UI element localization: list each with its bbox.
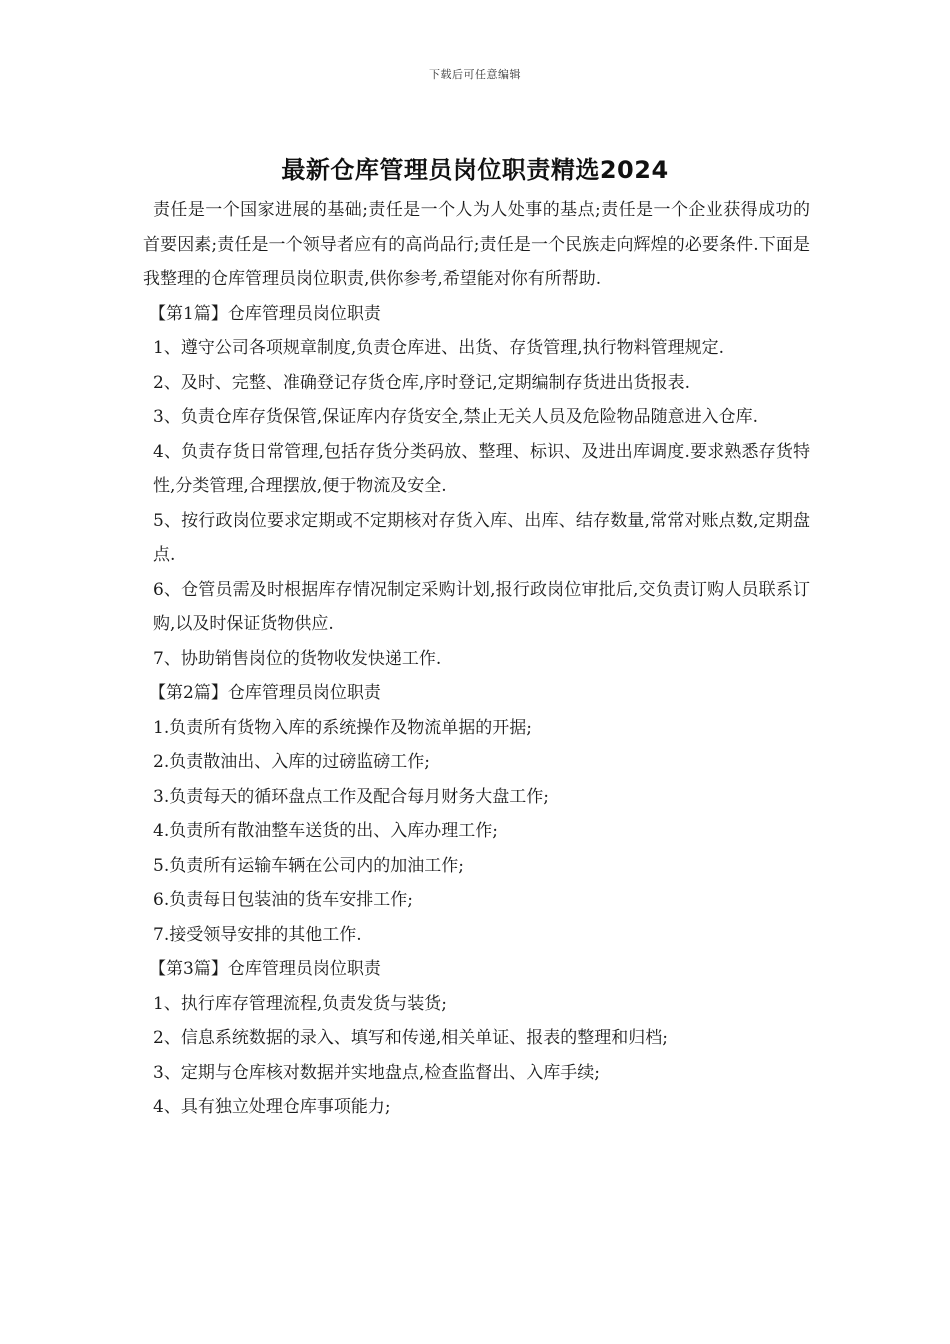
header-note: 下载后可任意编辑 (429, 68, 521, 81)
list-item: 4、具有独立处理仓库事项能力; (153, 1097, 391, 1117)
list-item: 4、负责存货日常管理,包括存货分类码放、整理、标识、及进出库调度.要求熟悉存货特性,分类管理,合理摆放,便于物流及安全. (153, 441, 810, 496)
document-body (143, 193, 810, 1125)
list-item: 6.负责每日包装油的货车安排工作; (153, 890, 413, 910)
list-item: 1.负责所有货物入库的系统操作及物流单据的开据; (153, 717, 532, 738)
list-item: 6、仓管员需及时根据库存情况制定采购计划,报行政岗位审批后,交负责订购人员联系订购,以及时保证货物供应. (153, 579, 810, 634)
section-heading: 【第2篇】仓库管理员岗位职责 (149, 683, 381, 703)
list-item: 7、协助销售岗位的货物收发快递工作. (153, 648, 442, 669)
list-item: 7.接受领导安排的其他工作. (153, 924, 362, 945)
section-heading: 【第3篇】仓库管理员岗位职责 (149, 959, 381, 979)
list-item: 3、定期与仓库核对数据并实地盘点,检查监督出、入库手续; (153, 1062, 600, 1083)
list-item: 5、按行政岗位要求定期或不定期核对存货入库、出库、结存数量,常常对账点数,定期盘点. (153, 510, 810, 565)
list-item: 2.负责散油出、入库的过磅监磅工作; (153, 752, 430, 772)
list-item: 3、负责仓库存货保管,保证库内存货安全,禁止无关人员及危险物品随意进入仓库. (153, 407, 759, 427)
list-item: 5.负责所有运输车辆在公司内的加油工作; (153, 855, 464, 876)
list-item: 1、遵守公司各项规章制度,负责仓库进、出货、存货管理,执行物料管理规定. (153, 338, 725, 358)
list-item: 2、及时、完整、准确登记存货仓库,序时登记,定期编制存货进出货报表. (153, 372, 691, 393)
list-item: 2、信息系统数据的录入、填写和传递,相关单证、报表的整理和归档; (153, 1028, 668, 1048)
list-item: 1、执行库存管理流程,负责发货与装货; (153, 993, 447, 1014)
section-heading: 【第1篇】仓库管理员岗位职责 (149, 303, 381, 324)
list-item: 4.负责所有散油整车送货的出、入库办理工作; (153, 821, 498, 841)
intro-paragraph: 责任是一个国家进展的基础;责任是一个人为人处事的基点;责任是一个企业获得成功的首要因素;责任是一个领导者应有的高尚品行;责任是一个民族走向辉煌的必要条件.下面是我整理的仓库管理员岗位职责,供你参考,希望能对你有所帮助. (143, 200, 810, 289)
list-item: 3.负责每天的循环盘点工作及配合每月财务大盘工作; (153, 786, 549, 807)
document-title: 最新仓库管理员岗位职责精选2024 (281, 156, 669, 184)
